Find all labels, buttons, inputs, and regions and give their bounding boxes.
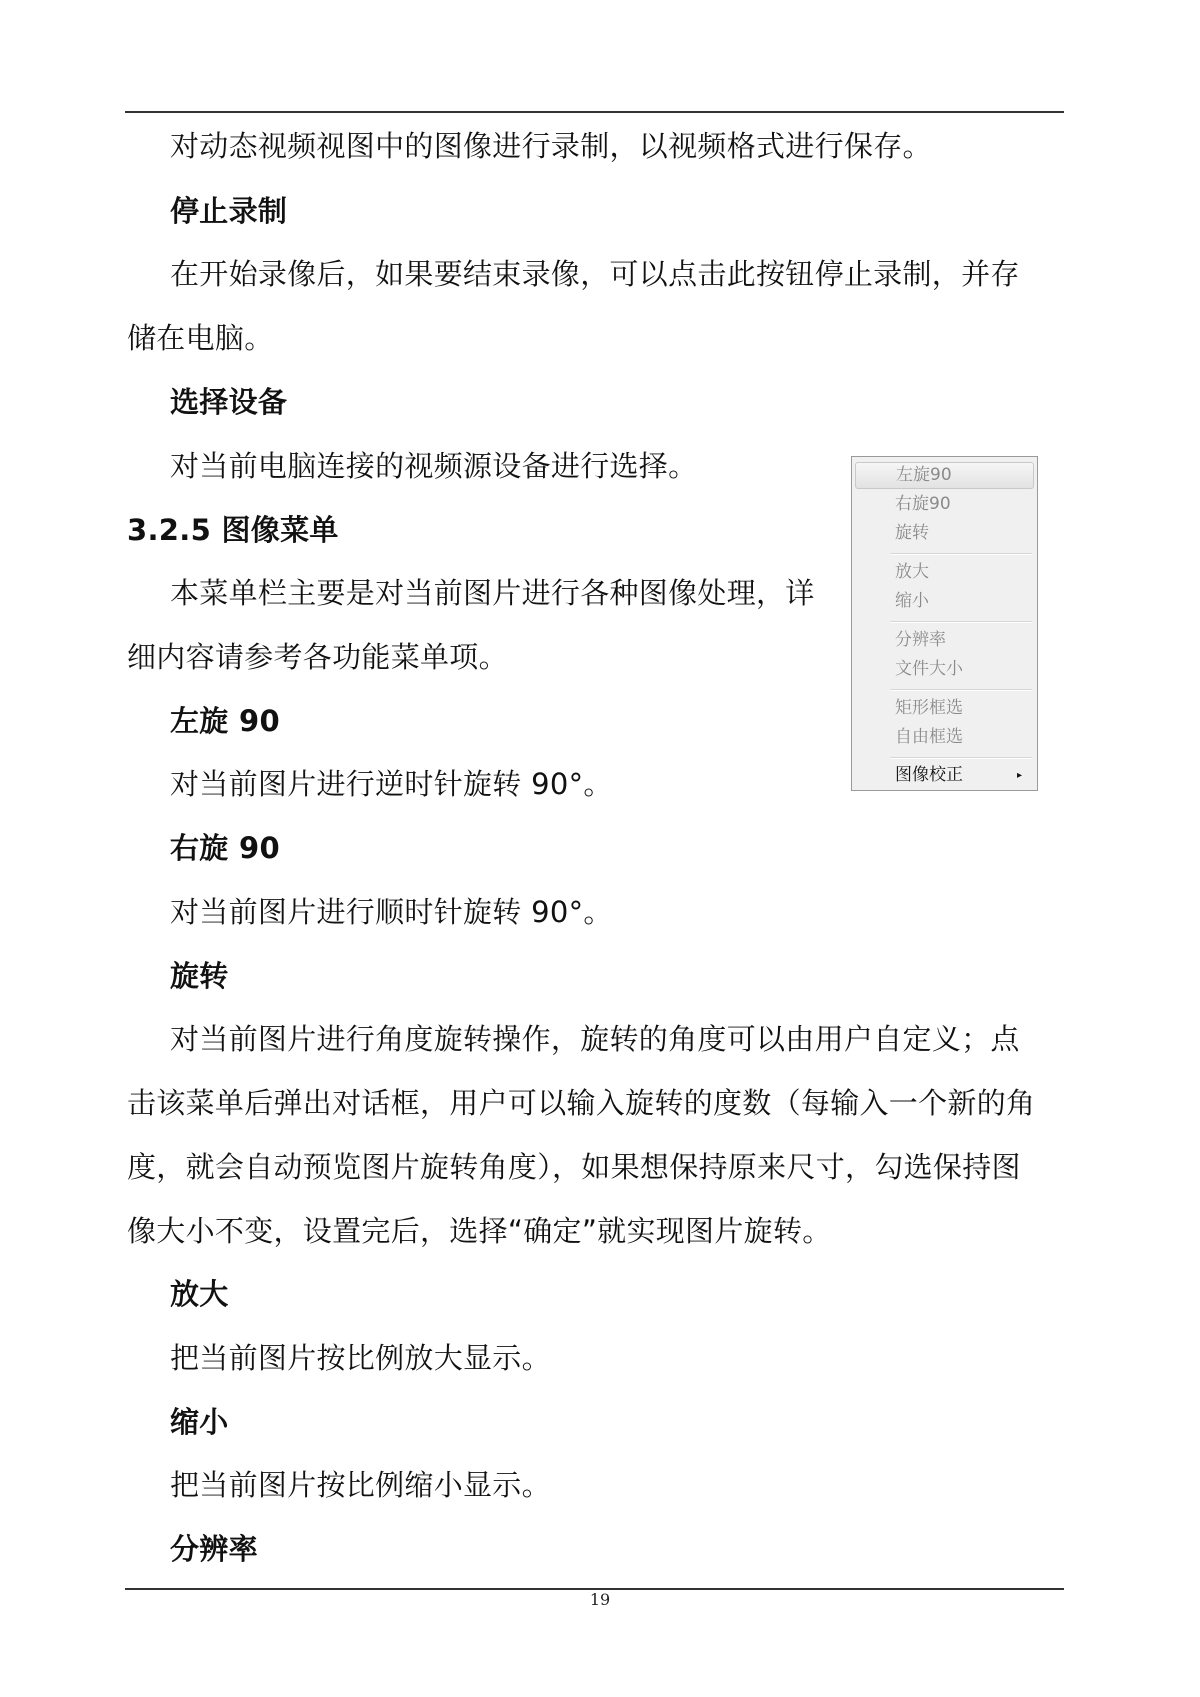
menu-item-file-size[interactable]: 文件大小 [895, 659, 963, 679]
paragraph-line: 把当前图片按比例缩小显示。 [170, 1468, 551, 1502]
paragraph-line: 把当前图片按比例放大显示。 [170, 1341, 551, 1375]
heading-rotate-left-90: 左旋 90 [170, 704, 280, 738]
submenu-arrow-icon: ▸ [1016, 770, 1022, 781]
menu-item-resolution[interactable]: 分辨率 [895, 630, 946, 650]
menu-item-image-correction[interactable] [855, 762, 1034, 789]
section-title: 3.2.5 图像菜单 [127, 513, 339, 547]
menu-item-zoom-in[interactable]: 放大 [895, 562, 929, 582]
menu-item-rotate[interactable]: 旋转 [895, 523, 929, 543]
menu-item-rotate-left-90[interactable]: 左旋90 [855, 462, 1034, 489]
menu-item-label: 图像校正 [895, 765, 963, 785]
menu-item-zoom-out[interactable]: 缩小 [895, 591, 929, 611]
image-context-menu [851, 456, 1038, 791]
paragraph-line: 对动态视频视图中的图像进行录制，以视频格式进行保存。 [170, 129, 932, 163]
paragraph-line: 在开始录像后，如果要结束录像，可以点击此按钮停止录制，并存 [170, 257, 1020, 291]
heading-rotate-right-90: 右旋 90 [170, 831, 280, 865]
paragraph-line: 本菜单栏主要是对当前图片进行各种图像处理，详 [170, 576, 815, 610]
menu-separator [890, 757, 1032, 759]
paragraph-line: 对当前电脑连接的视频源设备进行选择。 [170, 449, 698, 483]
menu-item-rotate-right-90[interactable]: 右旋90 [895, 494, 951, 514]
heading-zoom-out: 缩小 [170, 1405, 229, 1439]
heading-select-device: 选择设备 [170, 385, 288, 419]
paragraph-line: 储在电脑。 [127, 321, 274, 355]
paragraph-line: 对当前图片进行角度旋转操作，旋转的角度可以由用户自定义；点 [170, 1022, 1020, 1056]
paragraph-line: 细内容请参考各功能菜单项。 [127, 640, 508, 674]
header-rule [125, 111, 1064, 113]
heading-zoom-in: 放大 [170, 1277, 229, 1311]
heading-stop-recording: 停止录制 [170, 194, 288, 228]
paragraph-line: 像大小不变，设置完后，选择“确定”就实现图片旋转。 [127, 1214, 832, 1248]
paragraph-line: 对当前图片进行逆时针旋转 90°。 [170, 767, 613, 801]
paragraph-line: 对当前图片进行顺时针旋转 90°。 [170, 895, 613, 929]
paragraph-line: 度，就会自动预览图片旋转角度），如果想保持原来尺寸，勾选保持图 [127, 1150, 1021, 1184]
heading-resolution: 分辨率 [170, 1532, 258, 1566]
menu-separator [890, 621, 1032, 623]
menu-separator [890, 553, 1032, 555]
heading-rotate: 旋转 [170, 959, 229, 993]
menu-item-rect-select[interactable]: 矩形框选 [895, 698, 963, 718]
menu-item-free-select[interactable]: 自由框选 [895, 727, 963, 747]
menu-separator [890, 689, 1032, 691]
page-number: 19 [589, 1590, 611, 1609]
paragraph-line: 击该菜单后弹出对话框，用户可以输入旋转的度数（每输入一个新的角 [127, 1086, 1036, 1120]
